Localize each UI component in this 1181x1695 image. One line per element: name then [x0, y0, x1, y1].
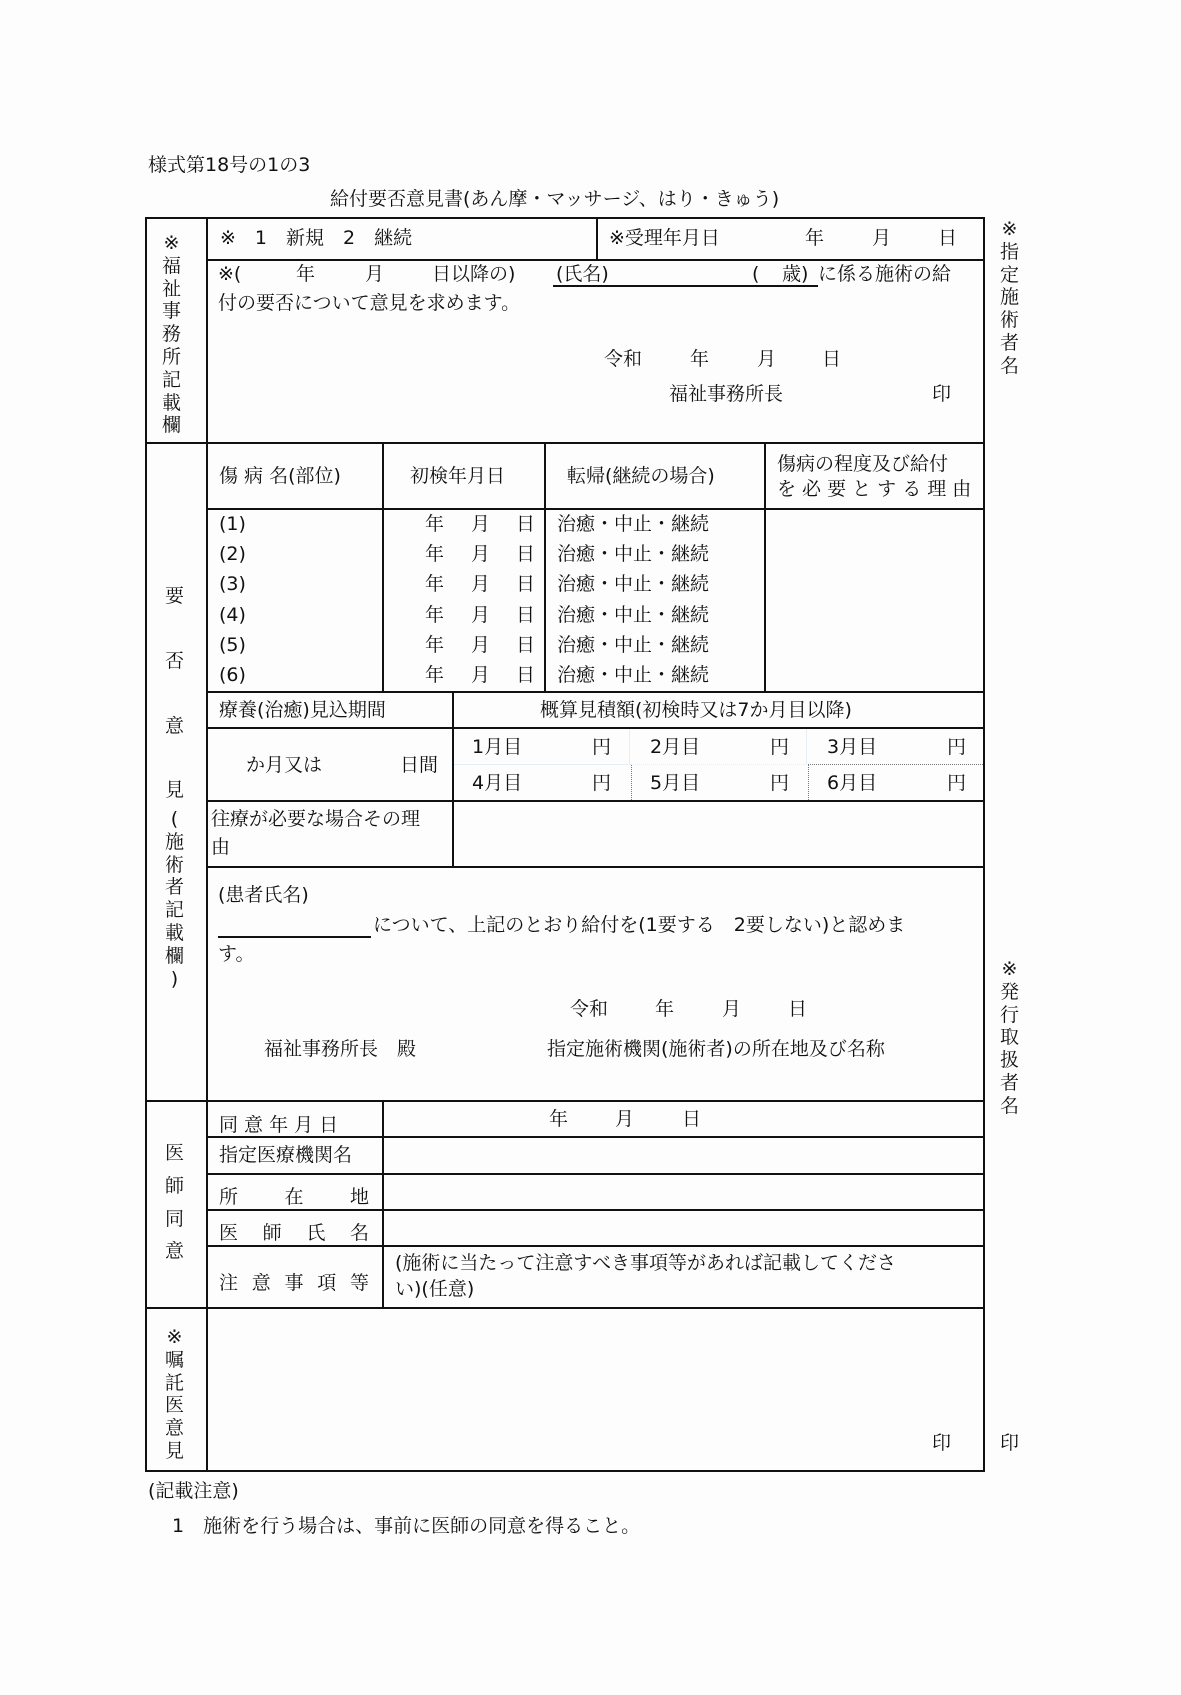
request-prefix: ※(	[218, 263, 242, 285]
doctor-name-field[interactable]	[384, 1211, 983, 1245]
month-label: 月	[471, 634, 491, 656]
request-year[interactable]: 年	[296, 263, 316, 285]
outcome-options[interactable]: 治癒・中止・継続	[557, 634, 710, 656]
opinion-year[interactable]: 年	[655, 998, 675, 1020]
month-label: 月	[471, 543, 491, 565]
col-header-first-exam: 初検年月日	[410, 465, 506, 487]
seal-mark: 印	[932, 383, 952, 405]
house-call-reason-label-1: 往療が必要な場合その理	[211, 808, 421, 830]
month-label: 月	[471, 604, 491, 626]
month-label: 2月目	[650, 736, 701, 758]
outcome-options[interactable]: 治癒・中止・継続	[557, 513, 710, 535]
outcome-options[interactable]: 治癒・中止・継続	[557, 543, 710, 565]
request-line2: 付の要否について意見を求めます。	[218, 292, 521, 314]
note-item-1: 1 施術を行う場合は、事前に医師の同意を得ること。	[172, 1515, 641, 1537]
row-number: (2)	[219, 543, 246, 565]
house-call-reason-field[interactable]	[454, 802, 983, 866]
yen-unit: 円	[592, 772, 612, 794]
notes-hint-2: い)(任意)	[395, 1278, 475, 1300]
day-label: 日	[516, 513, 536, 535]
outcome-options[interactable]: 治癒・中止・継続	[557, 573, 710, 595]
yen-unit: 円	[770, 736, 790, 758]
year-label: 年	[425, 604, 445, 626]
provider-label: 指定施術機関(施術者)の所在地及び名称	[547, 1038, 885, 1060]
request-date-year[interactable]: 年	[690, 348, 710, 370]
month-label: 月	[471, 513, 491, 535]
era-label: 令和	[570, 998, 609, 1020]
col-header-reason-1: 傷病の程度及び給付	[777, 453, 949, 475]
outcome-options[interactable]: 治癒・中止・継続	[557, 604, 710, 626]
commissioned-doctor-section-label: ※ 嘱 託 医 意 見	[165, 1326, 185, 1462]
request-date-month[interactable]: 月	[757, 348, 777, 370]
request-month[interactable]: 月	[365, 263, 385, 285]
request-age-label[interactable]: 歳)	[782, 263, 809, 285]
form-number: 様式第18号の1の3	[148, 154, 311, 176]
col-header-outcome: 転帰(継続の場合)	[567, 465, 715, 487]
month-label: 月	[471, 664, 491, 686]
request-age-open: (	[752, 263, 760, 285]
address-label: 所 在 地	[219, 1186, 369, 1208]
issuing-officer-name-label: ※ 発 行 取 扱 者 名	[1000, 958, 1020, 1117]
house-call-reason-label-2: 由	[211, 836, 231, 858]
yen-unit: 円	[770, 772, 790, 794]
address-field[interactable]	[384, 1175, 983, 1209]
row-number: (3)	[219, 573, 246, 595]
yen-unit: 円	[947, 736, 967, 758]
patient-name-field[interactable]	[218, 936, 371, 938]
year-label: 年	[425, 634, 445, 656]
consent-day[interactable]: 日	[682, 1108, 702, 1130]
era-label: 令和	[604, 348, 643, 370]
period-days-field[interactable]: 日間	[400, 754, 439, 776]
received-day[interactable]: 日	[938, 227, 958, 249]
row-number: (5)	[219, 634, 246, 656]
day-label: 日	[516, 634, 536, 656]
welfare-office-section-label: ※ 福 祉 事 務 所 記 載 欄	[162, 232, 182, 437]
row-number: (4)	[219, 604, 246, 626]
received-month[interactable]: 月	[872, 227, 892, 249]
institution-field[interactable]	[384, 1138, 983, 1173]
row-number: (1)	[219, 513, 246, 535]
treatment-period-label: 療養(治癒)見込期間	[219, 699, 386, 721]
request-tail: に係る施術の給	[818, 263, 952, 285]
opinion-section-label-sub: ( 施 術 者 記 載 欄 )	[165, 808, 185, 990]
day-label: 日	[516, 543, 536, 565]
right-seal: 印	[1000, 1432, 1020, 1454]
commissioned-seal: 印	[932, 1432, 952, 1454]
yen-unit: 円	[592, 736, 612, 758]
month-label: 6月目	[827, 772, 878, 794]
commissioned-doctor-opinion-field[interactable]	[208, 1309, 983, 1470]
month-label: 4月目	[472, 772, 523, 794]
doctor-consent-section-label: 医 師 同 意	[165, 1142, 185, 1263]
consent-date-label: 同 意 年 月 日	[219, 1114, 339, 1136]
application-type-option[interactable]: ※ 1 新規 2 継続	[220, 227, 413, 249]
institution-label: 指定医療機関名	[219, 1144, 353, 1166]
year-label: 年	[425, 573, 445, 595]
month-label: 1月目	[472, 736, 523, 758]
col-header-disease: 傷 病 名(部位)	[219, 465, 341, 487]
received-date-label: ※受理年月日	[609, 227, 720, 249]
notes-label: 注 意 事 項 等	[219, 1272, 369, 1294]
opinion-section-label: 要 否 意 見	[165, 585, 185, 802]
request-after: 日以降の)	[432, 263, 516, 285]
designated-practitioner-name-label: ※ 指 定 施 術 者 名	[1000, 218, 1020, 377]
addressee-label: 福祉事務所長 殿	[264, 1038, 417, 1060]
notes-heading: (記載注意)	[148, 1480, 239, 1502]
request-name-label: (氏名)	[556, 263, 609, 285]
period-months-field[interactable]: か月又は	[246, 754, 323, 776]
cost-estimate-label: 概算見積額(初検時又は7か月目以降)	[540, 699, 852, 721]
yen-unit: 円	[947, 772, 967, 794]
request-date-day[interactable]: 日	[822, 348, 842, 370]
row-number: (6)	[219, 664, 246, 686]
certify-text: について、上記のとおり給付を(1要する 2要しない)と認めま	[373, 914, 906, 936]
director-label: 福祉事務所長	[669, 383, 784, 405]
outcome-options[interactable]: 治癒・中止・継続	[557, 664, 710, 686]
year-label: 年	[425, 513, 445, 535]
year-label: 年	[425, 543, 445, 565]
month-label: 5月目	[650, 772, 701, 794]
month-label: 月	[471, 573, 491, 595]
received-year[interactable]: 年	[805, 227, 825, 249]
request-name-underline[interactable]	[553, 285, 818, 287]
consent-year[interactable]: 年	[549, 1108, 569, 1130]
doctor-name-label: 医 師 氏 名	[219, 1222, 369, 1244]
patient-name-label: (患者氏名)	[218, 884, 309, 906]
opinion-month[interactable]: 月	[722, 998, 742, 1020]
day-label: 日	[516, 664, 536, 686]
col-header-reason-2: を 必 要 と す る 理 由	[777, 478, 972, 500]
certify-text-2: す。	[218, 943, 255, 965]
notes-hint-1: (施術に当たって注意すべき事項等があれば記載してくださ	[395, 1252, 897, 1274]
opinion-day[interactable]: 日	[788, 998, 808, 1020]
day-label: 日	[516, 604, 536, 626]
month-label: 3月目	[827, 736, 878, 758]
year-label: 年	[425, 664, 445, 686]
consent-month[interactable]: 月	[615, 1108, 635, 1130]
day-label: 日	[516, 573, 536, 595]
page-title: 給付要否意見書(あん摩・マッサージ、はり・きゅう)	[330, 188, 780, 210]
